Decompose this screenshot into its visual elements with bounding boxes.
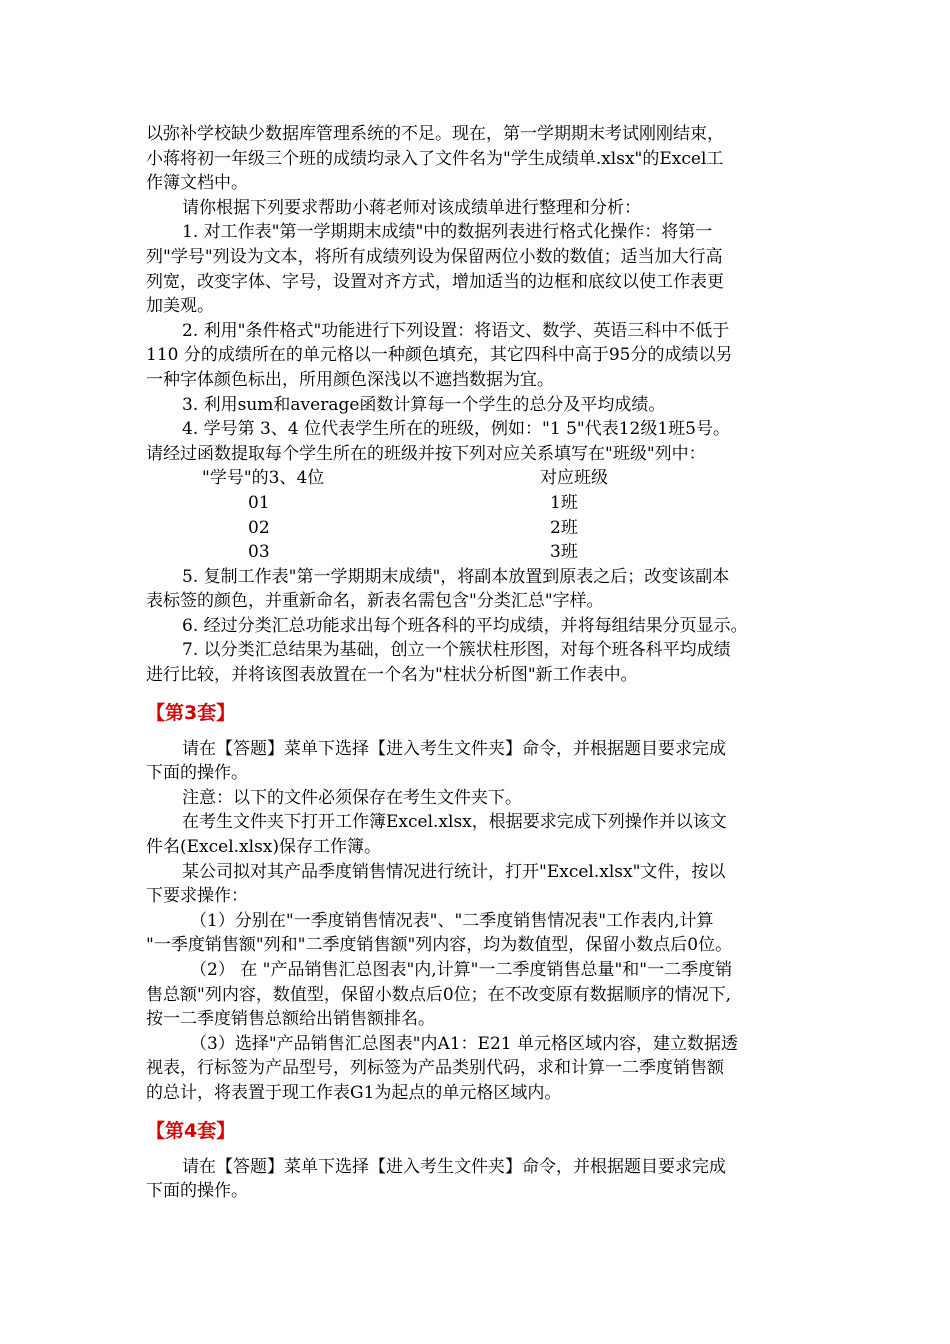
intro-line: 以弥补学校缺少数据库管理系统的不足。现在，第一学期期末考试刚刚结束， [146, 124, 724, 144]
set-3-open-file [146, 810, 818, 859]
mapping-code-cell: 02 [248, 517, 270, 538]
set-3-instruction-line: 下面的操作。 [146, 763, 248, 784]
intro-paragraph [146, 122, 818, 196]
set-3-step-1-line: （1）分别在"一季度销售情况表"、"二季度销售情况表"工作表内,计算 [190, 910, 714, 931]
set-4-instruction [146, 1155, 818, 1204]
item-7-paragraph [146, 638, 818, 687]
set-4-heading: 【第4套】 [146, 1119, 236, 1142]
table-row [146, 540, 608, 565]
item-7-line: 进行比较，并将该图表放置在一个名为"柱状分析图"新工作表中。 [146, 665, 638, 686]
intro-line: 小蒋将初一年级三个班的成绩均录入了文件名为"学生成绩单.xlsx"的Excel工 [146, 148, 724, 169]
item-1-line: 列宽，改变字体、字号，设置对齐方式，增加适当的边框和底纹以使工作表更 [146, 271, 724, 292]
item-2-line: 2. 利用"条件格式"功能进行下列设置：将语文、数学、英语三科中不低于 [182, 320, 730, 341]
request-line: 请你根据下列要求帮助小蒋老师对该成绩单进行整理和分析： [182, 197, 641, 218]
set-3-open-line: 在考生文件夹下打开工作簿Excel.xlsx，根据要求完成下列操作并以该文 [182, 812, 727, 833]
set-3-step-2-line: （2） 在 "产品销售汇总图表"内,计算"一二季度销售总量"和"一二季度销 [190, 960, 733, 980]
item-3-paragraph [146, 393, 818, 418]
item-2-paragraph [146, 319, 818, 393]
set-4-instruction-line: 请在【答题】菜单下选择【进入考生文件夹】命令，并根据题目要求完成 [182, 1156, 726, 1177]
set-3-step-1-line: "一季度销售额"列和"二季度销售额"列内容，均为数值型，保留小数点后0位。 [146, 935, 733, 956]
set-3-note [146, 786, 818, 811]
item-5-line: 表标签的颜色，并重新命名，新表名需包含"分类汇总"字样。 [146, 591, 604, 612]
set-3-instruction-line: 请在【答题】菜单下选择【进入考生文件夹】命令，并根据题目要求完成 [182, 738, 726, 759]
item-4-paragraph [146, 417, 818, 466]
item-5-line: 5. 复制工作表"第一学期期末成绩"，将副本放置到原表之后；改变该副本 [182, 566, 730, 587]
item-2-line: 一种字体颜色标出，所用颜色深浅以不遮挡数据为宜。 [146, 369, 554, 390]
set-3-company-line: 下要求操作： [146, 886, 248, 907]
set-3-open-line: 件名(Excel.xlsx)保存工作簿。 [146, 837, 382, 858]
mapping-class-cell: 2班 [550, 517, 578, 538]
item-1-line: 加美观。 [146, 296, 214, 317]
request-paragraph [146, 196, 818, 221]
item-4-line: 4. 学号第 3、4 位代表学生所在的班级，例如："1 5"代表12级1班5号。 [182, 419, 730, 440]
set-3-instruction [146, 737, 818, 786]
item-5-paragraph [146, 565, 818, 614]
intro-line: 作簿文档中。 [146, 173, 248, 194]
mapping-header-class: 对应班级 [540, 468, 608, 489]
item-6-paragraph [146, 614, 818, 639]
class-mapping-table [146, 466, 608, 564]
set-3-step-3-line: 视表，行标签为产品型号，列标签为产品类别代码，求和计算一二季度销售额 [146, 1058, 724, 1079]
item-2-line: 110 分的成绩所在的单元格以一种颜色填充，其它四科中高于95分的成绩以另 [146, 345, 733, 366]
table-header-row [146, 466, 608, 491]
set-3-step-2-line: 按一二季度销售总额给出销售额排名。 [146, 1009, 435, 1030]
item-3-line: 3. 利用sum和average函数计算每一个学生的总分及平均成绩。 [182, 394, 666, 415]
mapping-header-code: "学号"的3、4位 [202, 468, 325, 489]
set-3-step-2 [146, 958, 818, 1032]
set-3-step-3-line: （3）选择"产品销售汇总图表"内A1：E21 单元格区域内容，建立数据透 [190, 1033, 738, 1054]
set-3-step-3-line: 的总计，将表置于现工作表G1为起点的单元格区域内。 [146, 1082, 562, 1103]
set-3-company-line: 某公司拟对其产品季度销售情况进行统计，打开"Excel.xlsx"文件，按以 [182, 861, 726, 882]
set-3-heading: 【第3套】 [146, 701, 236, 724]
item-7-line: 7. 以分类汇总结果为基础，创立一个簇状柱形图，对每个班各科平均成绩 [182, 640, 731, 661]
mapping-code-cell: 03 [248, 542, 270, 563]
mapping-class-cell: 1班 [550, 492, 578, 513]
table-row [146, 516, 608, 541]
document-body [146, 122, 818, 1204]
item-1-paragraph [146, 220, 818, 318]
table-row [146, 491, 608, 516]
mapping-class-cell: 3班 [550, 542, 578, 563]
set-3-note-line: 注意：以下的文件必须保存在考生文件夹下。 [182, 787, 522, 808]
set-3-company [146, 860, 818, 909]
item-1-line: 列"学号"列设为文本，将所有成绩列设为保留两位小数的数值；适当加大行高 [146, 246, 723, 267]
item-6-line: 6. 经过分类汇总功能求出每个班各科的平均成绩，并将每组结果分页显示。 [182, 615, 748, 636]
item-1-line: 1. 对工作表"第一学期期末成绩"中的数据列表进行格式化操作：将第一 [182, 222, 713, 243]
set-3-step-2-line: 售总额"列内容，数值型，保留小数点后0位；在不改变原有数据顺序的情况下, [146, 984, 732, 1005]
set-3-step-1 [146, 909, 818, 958]
set-3-step-3 [146, 1032, 818, 1106]
set-4-instruction-line: 下面的操作。 [146, 1181, 248, 1202]
mapping-code-cell: 01 [248, 492, 270, 513]
item-4-line: 请经过函数提取每个学生所在的班级并按下列对应关系填写在"班级"列中： [146, 443, 706, 464]
